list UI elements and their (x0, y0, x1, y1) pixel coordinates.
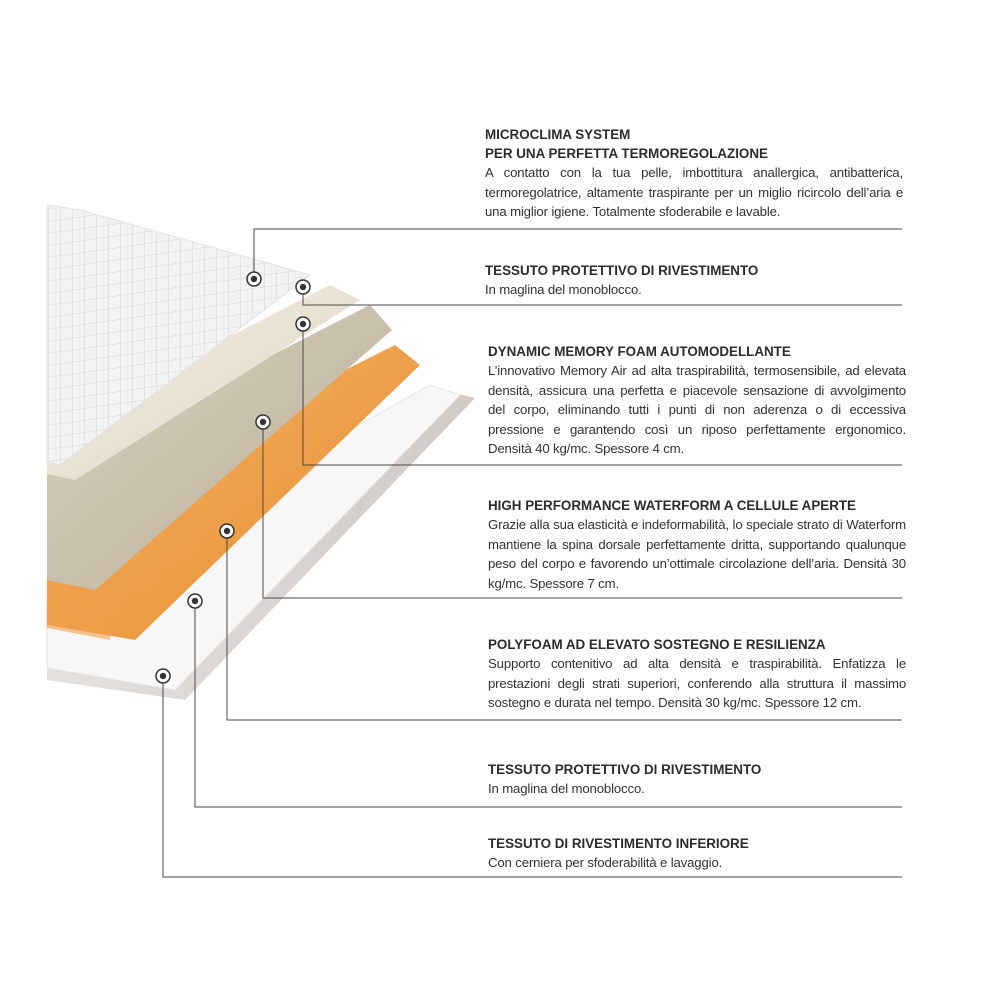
layer-description: L’innovativo Memory Air ad alta traspirabilità, termosensibile, ad elevata densità, assicura una perfetta e piacevole sensazione di avvolgimento del corpo, eliminando tutti i punti di non aderenza o di eccessiva pressione e garantendo così un riposo perfettamente ergonomico. Densità 40 kg/mc. Spessore 4 cm. (488, 363, 906, 456)
marker-6 (156, 669, 170, 683)
layer-description: Grazie alla sua elasticità e indeformabilità, lo speciale strato di Waterform mantiene la spina dorsale perfettamente dritta, supportando qualunque peso del corpo e favorendo un’ottimale circolazione dell’aria. Densità 30 kg/mc. Spessore 7 cm. (488, 517, 906, 591)
layer-title: MICROCLIMA SYSTEM (485, 127, 631, 142)
layer-title: TESSUTO DI RIVESTIMENTO INFERIORE (488, 836, 749, 851)
marker-4 (220, 524, 234, 538)
layer-title: TESSUTO PROTETTIVO DI RIVESTIMENTO (485, 263, 759, 278)
layer-description: Supporto contenitivo ad alta densità e traspirabilità. Enfatizza le prestazioni degli strati superiori, conferendo alla struttura il massimo sostegno e durata nel tempo. Densità 30 kg/mc. Spessore 12 cm. (488, 656, 906, 710)
layer-label-waterform (488, 496, 906, 593)
layer-description: In maglina del monoblocco. (488, 781, 645, 796)
layer-title: TESSUTO PROTETTIVO DI RIVESTIMENTO (488, 762, 762, 777)
marker-0 (247, 272, 261, 286)
layer-description: Con cerniera per sfoderabilità e lavaggio. (488, 855, 723, 870)
marker-5 (188, 594, 202, 608)
layer-description: In maglina del monoblocco. (485, 282, 642, 297)
layer-label-bottom-fabric (488, 834, 906, 873)
layer-label-memory-foam (488, 342, 906, 459)
layer-title: PER UNA PERFETTA TERMOREGOLAZIONE (485, 146, 768, 161)
marker-1 (296, 280, 310, 294)
layer-label-protective-fabric-bottom (488, 760, 906, 799)
layer-label-polyfoam (488, 635, 906, 713)
layer-title: HIGH PERFORMANCE WATERFORM A CELLULE APERTE (488, 498, 856, 513)
marker-2 (296, 317, 310, 331)
layer-label-protective-fabric-top (485, 261, 903, 300)
layer-label-microclima (485, 125, 903, 222)
layer-title: POLYFOAM AD ELEVATO SOSTEGNO E RESILIENZA (488, 637, 826, 652)
marker-3 (256, 415, 270, 429)
layer-description: A contatto con la tua pelle, imbottitura anallergica, antibatterica, termoregolatrice, altamente traspirante per un miglio ricircolo dell’aria e una miglior igiene. Totalmente sfoderabile e lavable. (485, 165, 903, 219)
layer-title: DYNAMIC MEMORY FOAM AUTOMODELLANTE (488, 344, 791, 359)
